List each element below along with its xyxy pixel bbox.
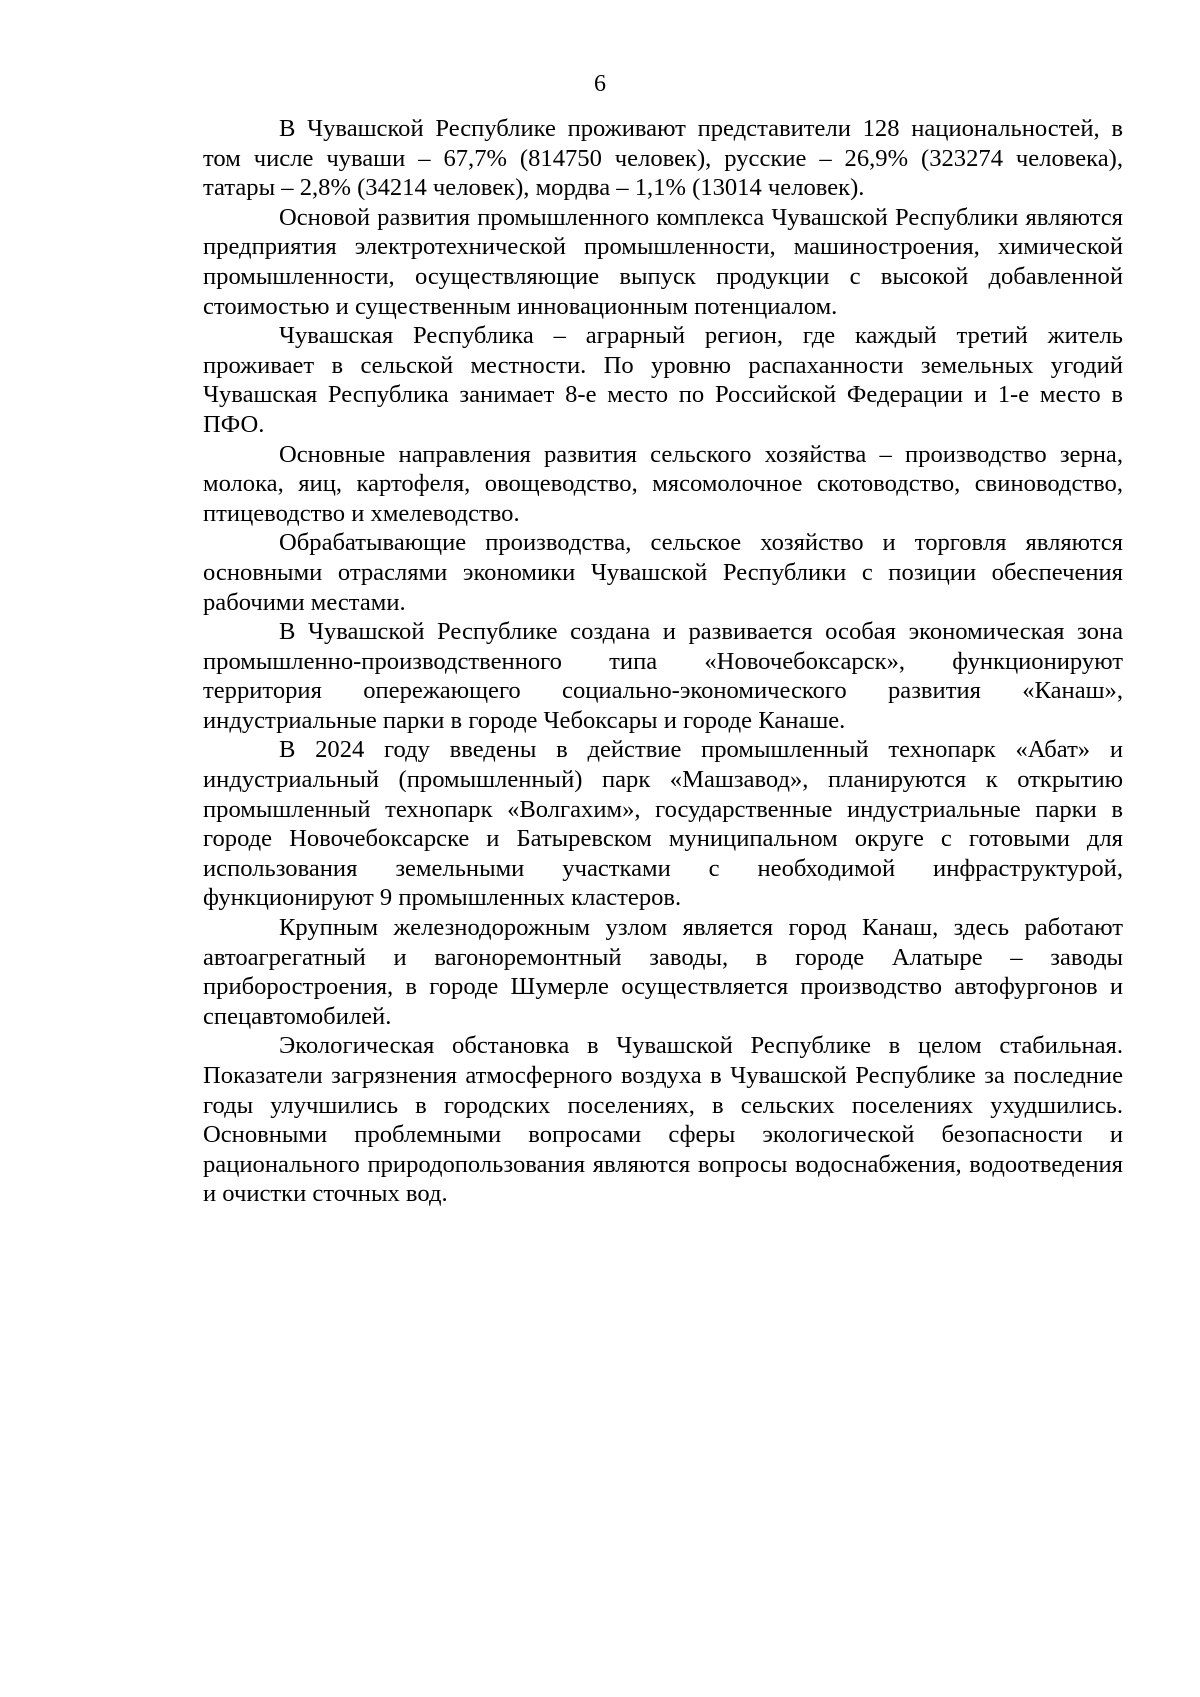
paragraph-technoparks-2024: В 2024 году введены в действие промышленный технопарк «Абат» и индустриальный (промышленный) парк «Машзавод», планируются к открытию промышленный технопарк «Волгахим», государственные индустриальные парки в городе Новочебоксарске и Батыревском муниципальном округе с готовыми для использования земельными участками с необходимой инфраструктурой, функционируют 9 промышленных кластеров.: [203, 736, 1123, 912]
paragraph-industry: Основой развития промышленного комплекса Чувашской Республики являются предприятия электротехнической промышленности, машиностроения, химической промышленности, осуществляющие выпуск продукции с высокой добавленной стоимостью и существенным инновационным потенциалом.: [203, 203, 1123, 320]
paragraph-agriculture-directions: Основные направления развития сельского хозяйства – производство зерна, молока, яиц, картофеля, овощеводство, мясомолочное скотоводство, свиноводство, птицеводство и хмелеводство.: [203, 440, 1123, 527]
paragraph-nationalities: В Чувашской Республике проживают представители 128 национальностей, в том числе чуваши – 67,7% (814750 человек), русские – 26,9% (323274 человека), татары – 2,8% (34214 человек), мордва – 1,1% (13014 человек).: [203, 115, 1123, 202]
paragraph-economic-zone: В Чувашской Республике создана и развивается особая экономическая зона промышленно-производственного типа «Новочебоксарск», функционируют территория опережающего социально-экономического развития «Канаш», индустриальные парки в городе Чебоксары и городе Канаше.: [203, 618, 1123, 734]
document-body: [203, 114, 1123, 1209]
paragraph-ecology: Экологическая обстановка в Чувашской Республике в целом стабильная. Показатели загрязнения атмосферного воздуха в Чувашской Республике за последние годы улучшились в городских поселениях, в сельских поселениях ухудшились. Основными проблемными вопросами сферы экологической безопасности и рационального природопользования являются вопросы водоснабжения, водоотведения и очистки сточных вод.: [203, 1032, 1123, 1208]
page-number: 6: [594, 71, 606, 97]
paragraph-agrarian-region: Чувашская Республика – аграрный регион, где каждый третий житель проживает в сельской местности. По уровню распаханности земельных угодий Чувашская Республика занимает 8-е место по Российской Федерации и 1-е место в ПФО.: [203, 322, 1123, 438]
paragraph-railway-hub: Крупным железнодорожным узлом является город Канаш, здесь работают автоагрегатный и вагоноремонтный заводы, в городе Алатыре – заводы приборостроения, в городе Шумерле осуществляется производство автофургонов и спецавтомобилей.: [203, 914, 1123, 1030]
paragraph-economic-sectors: Обрабатывающие производства, сельское хозяйство и торговля являются основными отраслями экономики Чувашской Республики с позиции обеспечения рабочими местами.: [203, 529, 1123, 616]
